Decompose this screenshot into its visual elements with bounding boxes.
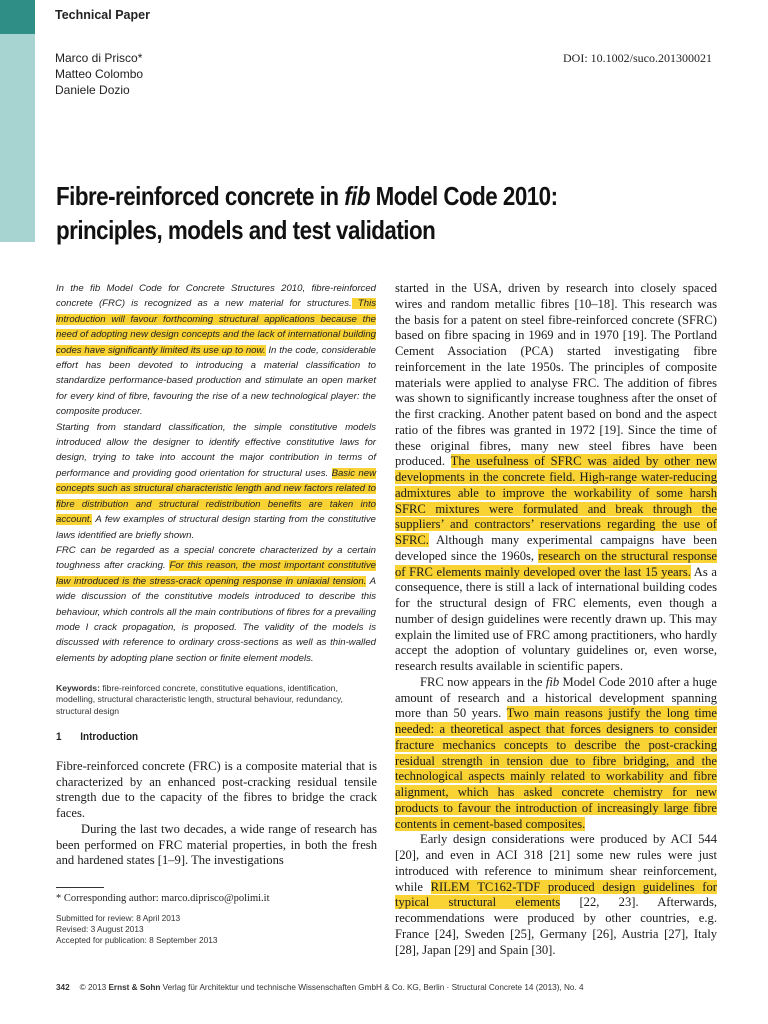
- fib-italic: fib: [545, 674, 560, 689]
- keywords-label: Keywords:: [56, 683, 100, 693]
- journal-color-bar: [0, 0, 35, 242]
- introduction-text: [56, 759, 377, 869]
- abstract-paragraph: Starting from standard classification, the simple constitutive models introduced allow the designer to identify effective constitutive laws for design, trying to take into account the major contribution in terms of performance and providing good orientation for structural uses. Basic new concepts such as structural characteristic length and new factors related to fibre distribution and structural redistribution benefits are taken into account. A few examples of structural design starting from the constitutive laws identified are briefly shown.: [56, 421, 377, 541]
- right-column-text: [395, 281, 717, 958]
- author-name: Daniele Dozio: [55, 83, 130, 97]
- color-bar-bottom: [0, 34, 35, 242]
- date-revised: Revised: 3 August 2013: [56, 924, 144, 935]
- section-title: Introduction: [80, 731, 139, 743]
- date-submitted: Submitted for review: 8 April 2013: [56, 913, 181, 923]
- abstract: [56, 281, 376, 666]
- fib-italic: fib: [344, 181, 370, 211]
- abstract-paragraph: In the fib Model Code for Concrete Structures 2010, fibre-reinforced concrete (FRC) is recognized as a new material for structures. This introduction will favour forthcoming structural applications because the need of adopting new design concepts and the lack of international building codes have significantly limited its use up to now. In the code, considerable effort has been devoted to introducing a material classification to standardize performance-based production and stimulate an open market for every kind of fibre, favouring the rise of a new technological player: the composite producer.: [56, 283, 377, 418]
- color-bar-top: [0, 0, 35, 34]
- abstract-paragraph: FRC can be regarded as a special concrete characterized by a certain toughness after cracking. For this reason, the most important constitutive law introduced is the stress-crack opening response in uniaxial tension. A wide discussion of the constitutive models introduced to describe this behaviour, which controls all the main contributions of fibres for a prevailing mode I crack propagation, is proposed. The validity of the models is discussed with reference to ordinary cross-sections as well as thin-walled elements by adopting plane section or finite element models.: [56, 544, 377, 664]
- page-number: 342: [56, 983, 70, 992]
- date-accepted: Accepted for publication: 8 September 2013: [56, 935, 218, 946]
- highlight: research on the structural response of FRC elements mainly developed over the last 15 years.: [395, 548, 717, 579]
- highlight: RILEM TC162-TDF produced design guidelines for typical structural elements: [395, 879, 717, 910]
- keywords: Keywords: fibre-reinforced concrete, constitutive equations, identification, modelling, structural characteristic length, structural behaviour, redundancy, structural design: [56, 683, 343, 716]
- highlight: For this reason, the most important constitutive law introduced is the stress-crack opening response in uniaxial tension.: [56, 560, 377, 587]
- submission-dates: [56, 913, 217, 947]
- body-paragraph: During the last two decades, a wide range of research has been performed on FRC material properties, in both the fresh and hardened states [1–9]. The investigations: [56, 821, 377, 868]
- body-paragraph: started in the USA, driven by research into closely spaced wires and random metallic fibres [10–18]. This research was the basis for a patent on steel fibre-reinforced concrete (SFRC) based on fibre spacing in 1969 and in 1970 [19]. The Portland Cement Association (PCA) started investigating fibre reinforcement in the late 1950s. The principles of composite materials were applied to analyse FRC. The addition of fibres was shown to significantly increase toughness after the onset of the first cracking. Another patent based on bond and the aspect ratio of the fibres was granted in 1972 [19]. Since the time of these original fibres, many new steel fibres have been produced. The usefulness of SFRC was aided by other new developments in the concrete field. High-range water-reducing admixtures able to improve the workability of some harsh SFRC mixtures were formulated and break through the suppliers’ and contractors’ reservations regarding the use of SFRC. Although many experimental campaigns have been developed since the 1960s, research on the structural response of FRC elements mainly developed over the last 15 years. As a consequence, there is still a lack of international building codes for the structural design of FRC elements, even though a number of design guidelines were recently drawn up. This may explain the limited use of FRC among practitioners, who hardly accept the adoption of voluntary guidelines or, even worse, research results available in scientific papers.: [395, 281, 718, 673]
- author-name: Marco di Prisco*: [55, 51, 143, 65]
- section-number: 1: [56, 731, 62, 743]
- doi: DOI: 10.1002/suco.201300021: [563, 51, 712, 65]
- section-heading: [56, 731, 138, 743]
- corresponding-author-footnote: * Corresponding author: marco.diprisco@polimi.it: [56, 893, 270, 904]
- page-footer: 342 © 2013 Ernst & Sohn Verlag für Architektur und technische Wissenschaften GmbH & Co. KG, Berlin · Structural Concrete 14 (2013), No. 4: [56, 983, 584, 992]
- highlight: Basic new concepts such as structural characteristic length and new factors related to fibre distribution and structural redistribution benefits are taken into account.: [56, 467, 377, 526]
- author-list: [55, 50, 143, 98]
- highlight: The usefulness of SFRC was aided by other new developments in the concrete field. High-range water-reducing admixtures able to improve the workability of some harsh SFRC mixtures were formulated and break through the suppliers’ and contractors’ reservations regarding the use of SFRC.: [395, 454, 717, 547]
- publisher-name: Ernst & Sohn: [108, 983, 161, 992]
- footnote-rule: [56, 887, 104, 888]
- paper-title: Fibre-reinforced concrete in fib Model Code 2010: principles, models and test validation: [56, 181, 558, 245]
- author-name: Matteo Colombo: [55, 67, 144, 81]
- body-paragraph: FRC now appears in the fib Model Code 2010 after a huge amount of research and a historical development spanning more than 50 years. Two main reasons justify the long time needed: a theoretical aspect that forces designers to consider fracture mechanics concepts to describe the post-cracking residual strength in tension due to fibre bridging, and the technological aspects mainly related to workability and fibre alignment, which has asked concrete chemistry for new products to favour the introduction of increasingly large fibre contents in cement-based composites.: [395, 674, 718, 831]
- highlight: Two main reasons justify the long time needed: a theoretical aspect that forces designers to consider fracture mechanics concepts to describe the post-cracking residual strength in tension due to fibre bridging, and the technological aspects mainly related to workability and fibre alignment, which has asked concrete chemistry for new products to favour the introduction of increasingly large fibre contents in cement-based composites.: [395, 706, 717, 831]
- body-paragraph: Early design considerations were produced by ACI 544 [20], and even in ACI 318 [21] some new rules were just introduced with reference to minimum shear reinforcement, while RILEM TC162-TDF produced design guidelines for typical structural elements [22, 23]. Afterwards, recommendations were produced by other countries, e.g. France [24], Sweden [25], Germany [26], Austria [27], Italy [28], Japan [29] and Spain [30].: [395, 832, 718, 957]
- highlight: This introduction will favour forthcoming structural applications because the need of adopting new design concepts and the lack of international building codes have significantly limited its use up to now.: [56, 298, 377, 356]
- body-paragraph: Fibre-reinforced concrete (FRC) is a composite material that is characterized by an enhanced post-cracking residual tensile strength due to the capacity of the fibres to bridge the crack faces.: [56, 759, 377, 821]
- article-type: Technical Paper: [55, 8, 150, 22]
